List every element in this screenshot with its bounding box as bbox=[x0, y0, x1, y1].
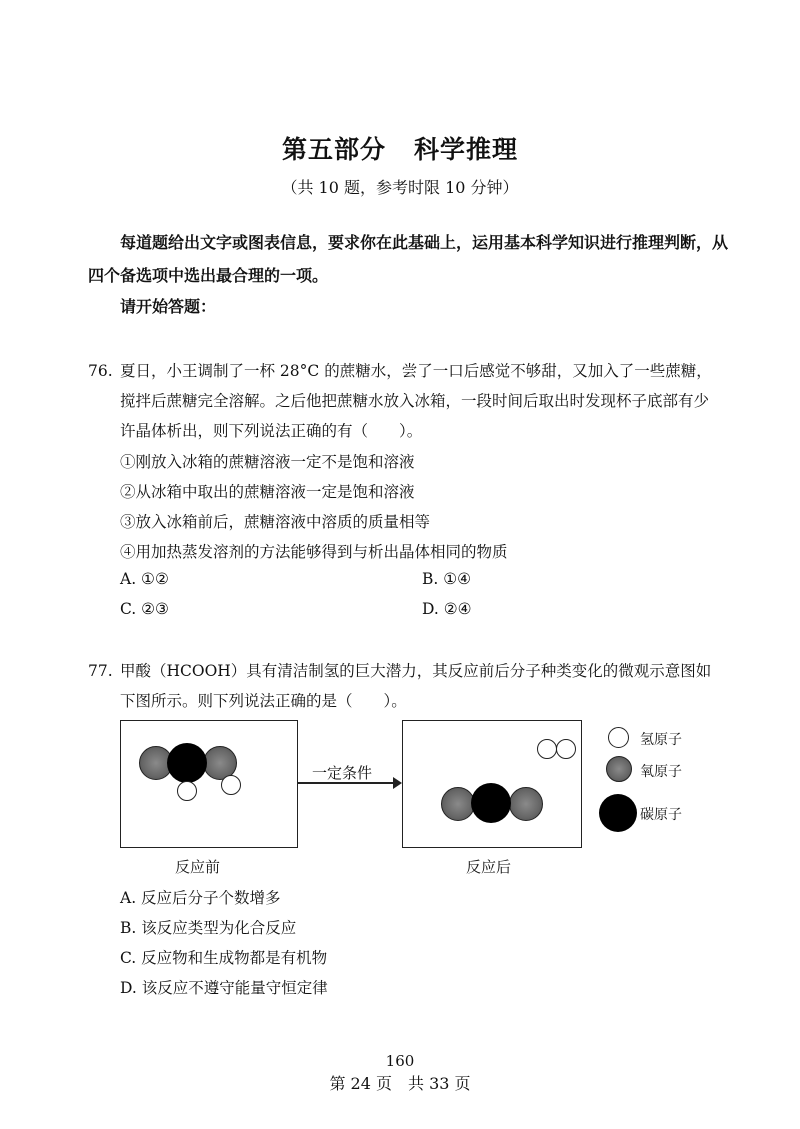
q76-option-d: D. ②④ bbox=[422, 600, 472, 618]
oxygen-atom bbox=[509, 787, 543, 821]
instructions: 每道题给出文字或图表信息，要求你在此基础上，运用基本科学知识进行推理判断，从四个备选项中选出最合理的一项。 bbox=[88, 233, 729, 285]
reaction-arrow bbox=[297, 782, 395, 784]
q77-option-c: C. 反应物和生成物都是有机物 bbox=[120, 949, 328, 967]
legend-oxygen: 氧原子 bbox=[640, 764, 682, 780]
q77-option-b: B. 该反应类型为化合反应 bbox=[120, 919, 297, 937]
carbon-legend-icon bbox=[599, 794, 637, 832]
before-reaction-box bbox=[120, 720, 298, 848]
q76-option-a: A. ①② bbox=[120, 570, 169, 588]
oxygen-atom bbox=[441, 787, 475, 821]
q77-option-d: D. 该反应不遵守能量守恒定律 bbox=[120, 979, 328, 997]
hydrogen-atom bbox=[221, 775, 241, 795]
q77-stem: 甲酸（HCOOH）具有清洁制氢的巨大潜力，其反应前后分子种类变化的微观示意图如下图所示。则下列说法正确的是（ ）。 bbox=[120, 662, 712, 710]
section-note: （共 10 题，参考时限 10 分钟） bbox=[281, 178, 519, 197]
q76-statement: ②从冰箱中取出的蔗糖溶液一定是饱和溶液 bbox=[120, 483, 415, 501]
q76-statement: ③放入冰箱前后，蔗糖溶液中溶质的质量相等 bbox=[120, 513, 431, 531]
q76-option-c: C. ②③ bbox=[120, 600, 169, 618]
q76-stem: 夏日，小王调制了一杯 28°C 的蔗糖水，尝了一口后感觉不够甜，又加入了一些蔗糖，搅拌后蔗糖完全溶解。之后他把蔗糖水放入冰箱，一段时间后取出时发现杯子底部有少许晶体析出，则下列说法正确的有（ ）。 bbox=[120, 362, 712, 440]
q76-statement: ①刚放入冰箱的蔗糖溶液一定不是饱和溶液 bbox=[120, 453, 415, 471]
part-label: 第五部分 bbox=[281, 135, 386, 164]
q77-option-a: A. 反应后分子个数增多 bbox=[120, 889, 281, 907]
carbon-atom bbox=[471, 783, 511, 823]
after-caption: 反应后 bbox=[466, 858, 512, 876]
hydrogen-atom bbox=[556, 739, 576, 759]
legend-carbon: 碳原子 bbox=[640, 807, 682, 823]
hydrogen-atom bbox=[177, 781, 197, 801]
page-serial-number: 160 bbox=[385, 1052, 415, 1070]
q76-number: 76. bbox=[88, 362, 113, 380]
carbon-atom bbox=[167, 743, 207, 783]
page-indicator: 第 24 页 共 33 页 bbox=[329, 1074, 471, 1093]
before-caption: 反应前 bbox=[175, 858, 221, 876]
legend-hydrogen: 氢原子 bbox=[640, 732, 682, 748]
after-reaction-box bbox=[402, 720, 582, 848]
hydrogen-atom bbox=[537, 739, 557, 759]
subject-label: 科学推理 bbox=[414, 135, 519, 164]
arrow-head-icon bbox=[393, 777, 402, 789]
section-title bbox=[0, 130, 800, 166]
q77-number: 77. bbox=[88, 662, 113, 680]
hydrogen-legend-icon bbox=[608, 727, 629, 748]
reaction-condition-label: 一定条件 bbox=[312, 764, 373, 782]
start-prompt: 请开始答题： bbox=[120, 297, 217, 316]
q76-option-b: B. ①④ bbox=[422, 570, 472, 588]
q76-statement: ④用加热蒸发溶剂的方法能够得到与析出晶体相同的物质 bbox=[120, 543, 508, 561]
oxygen-legend-icon bbox=[606, 756, 632, 782]
